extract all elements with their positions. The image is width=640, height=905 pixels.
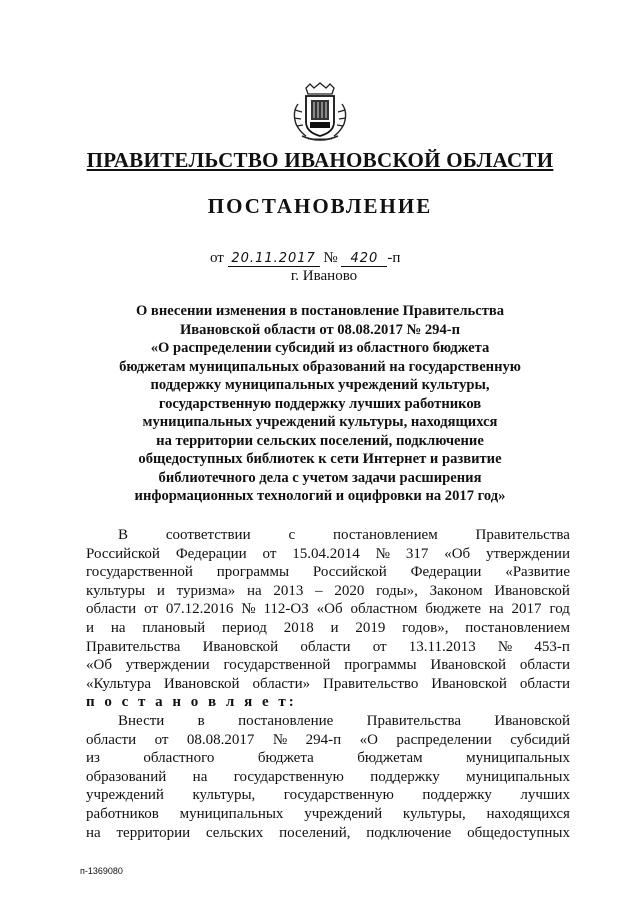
government-title: ПРАВИТЕЛЬСТВО ИВАНОВСКОЙ ОБЛАСТИ: [86, 148, 554, 172]
word: постановлением: [465, 619, 570, 636]
word: постановлением: [332, 527, 438, 543]
word: областном: [350, 601, 418, 618]
word: Ивановской: [494, 712, 570, 729]
document-subject: [100, 302, 540, 506]
body-line: [86, 638, 570, 657]
word: Федерации: [410, 564, 482, 581]
word: в: [197, 712, 205, 729]
word: поддержку: [422, 787, 492, 804]
word: на: [488, 601, 504, 618]
word: области: [300, 638, 351, 655]
word: «Об: [316, 601, 343, 618]
body-line: [86, 805, 570, 824]
word: муниципальных: [466, 750, 570, 767]
document-type-title: ПОСТАНОВЛЕНИЕ: [207, 194, 433, 218]
word: с: [288, 527, 296, 543]
word: Внести: [118, 712, 165, 729]
word: поселений,: [279, 824, 351, 841]
word: 2020: [334, 582, 365, 599]
word: Федерации: [175, 545, 247, 562]
number-suffix: -п: [387, 250, 401, 266]
word: период: [222, 619, 267, 636]
body-line: [86, 712, 570, 731]
word: учреждений: [304, 805, 383, 822]
word: Российской: [86, 545, 160, 562]
word: бюджетам: [357, 750, 423, 767]
word: №: [241, 601, 256, 618]
word: от: [372, 638, 387, 655]
subject-line: Ивановской области от 08.08.2017 № 294-п: [179, 321, 461, 338]
word: «Об: [86, 657, 112, 674]
word: культуры: [86, 582, 146, 599]
word: муниципальных: [179, 805, 284, 822]
date-prefix: от: [210, 250, 224, 266]
subject-line: «О распределении субсидий из областного бюджета: [150, 340, 490, 356]
word: №: [375, 545, 390, 562]
word: Ивановской: [431, 675, 507, 692]
word: территории: [116, 824, 191, 841]
word: плановый: [142, 619, 206, 636]
word: на: [247, 582, 262, 599]
word: областного: [143, 750, 215, 767]
word: государственной: [86, 564, 193, 581]
word: образований: [86, 768, 167, 785]
word: 13.11.2013: [408, 638, 476, 655]
word: 07.12.2016: [165, 601, 234, 618]
word: культуры,: [192, 787, 256, 804]
word: 2017: [511, 601, 542, 618]
word: Правительство: [323, 675, 419, 692]
word: «Развитие: [505, 564, 570, 581]
body-line: [86, 786, 570, 805]
word: области»: [252, 675, 311, 692]
word: находящихся: [486, 805, 570, 822]
word: №: [497, 638, 513, 655]
word: на: [110, 619, 126, 636]
subject-line: библиотечного дела с учетом задачи расширения: [158, 469, 482, 486]
word: утверждении: [125, 657, 210, 674]
word: работников: [86, 805, 159, 822]
body-line: [86, 619, 570, 638]
body-line: [86, 824, 570, 843]
word: Законом: [429, 582, 483, 599]
word: субсидий: [510, 731, 570, 748]
word: программы: [344, 657, 417, 674]
word: и: [330, 619, 339, 636]
word: и: [156, 582, 165, 599]
body-line: [86, 731, 570, 750]
word: туризма»: [176, 582, 236, 599]
word: утверждении: [486, 545, 570, 562]
word: годы»,: [376, 582, 418, 599]
subject-line: бюджетам муниципальных образований на государственную: [119, 358, 521, 375]
word: 2019: [355, 619, 386, 636]
word: области: [519, 675, 570, 692]
word: год: [549, 601, 570, 618]
word: Ивановской: [494, 582, 570, 599]
word: Правительства: [366, 712, 462, 729]
word: бюджета: [257, 750, 314, 767]
word: муниципальных: [466, 768, 570, 785]
word: бюджете: [425, 601, 482, 618]
date-number-line: [210, 250, 450, 267]
subject-line: общедоступных библиотек к сети Интернет и развитие: [138, 451, 502, 467]
word: государственной: [223, 657, 331, 674]
body-line: [86, 563, 570, 582]
word: области: [519, 657, 570, 674]
word: 15.04.2014: [292, 545, 360, 562]
word: государственную: [283, 787, 394, 804]
body-line: [86, 675, 570, 694]
word: сельских: [205, 824, 264, 841]
word: №: [272, 731, 288, 748]
document-number: 420: [341, 251, 387, 267]
subject-line: государственную поддержку лучших работников: [158, 395, 482, 412]
word: и: [86, 619, 95, 636]
word: Ивановской: [163, 675, 240, 692]
word: учреждений: [86, 787, 164, 804]
word: 317: [405, 545, 429, 562]
ivanovo-coat-of-arms-icon: [292, 82, 348, 144]
word: Ивановской: [430, 657, 507, 674]
word: «Культура: [86, 675, 151, 692]
word: от: [154, 731, 169, 748]
word: В: [118, 527, 129, 543]
word: 294-п: [305, 731, 342, 748]
word: лучших: [520, 787, 570, 804]
document-date: 20.11.2017: [228, 251, 320, 267]
number-prefix: №: [323, 250, 338, 266]
word: общедоступных: [467, 824, 570, 841]
word: 2018: [283, 619, 314, 636]
word: 112-ОЗ: [263, 601, 309, 618]
body-line: [86, 526, 570, 545]
word: Российской: [312, 564, 387, 581]
subject-line: О внесении изменения в постановление Правительства: [135, 303, 505, 319]
document-footer-code: п-1369080: [80, 866, 123, 876]
word: подключение: [366, 824, 452, 841]
word: «О: [359, 731, 378, 748]
word: культуры,: [402, 805, 466, 822]
word: 2013: [273, 582, 304, 599]
word: Ивановской: [202, 638, 279, 655]
word: на: [86, 824, 101, 841]
body-line: [86, 656, 570, 675]
word: годов»,: [402, 619, 449, 636]
word: 08.08.2017: [186, 731, 255, 748]
city-name: г. Иваново: [290, 268, 358, 284]
word: от: [262, 545, 277, 562]
word: Правительства: [86, 638, 181, 655]
word: государственную: [233, 768, 344, 785]
word: области: [86, 601, 137, 618]
word: Правительства: [475, 527, 570, 543]
word: программы: [216, 564, 290, 581]
document-body: [86, 526, 570, 842]
word: на: [192, 768, 208, 785]
body-line: [86, 545, 570, 564]
word: постановление: [238, 712, 334, 729]
word: –: [315, 582, 323, 599]
word: области: [86, 731, 137, 748]
body-line: [86, 582, 570, 601]
word: соответствии: [165, 527, 251, 543]
body-line: [86, 749, 570, 768]
word: 453-п: [534, 638, 570, 655]
subject-line: поддержку муниципальных учреждений культуры,: [150, 377, 490, 393]
subject-line: муниципальных учреждений культуры, находящихся: [142, 414, 498, 430]
subject-line: на территории сельских поселений, подключение: [156, 432, 484, 449]
body-line: [86, 768, 570, 787]
word: поддержку: [370, 768, 440, 785]
word: от: [144, 601, 158, 618]
word: «Об: [444, 545, 471, 562]
word: из: [86, 750, 100, 767]
subject-line: информационных технологий и оцифровки на 2017 год»: [134, 488, 506, 504]
body-line: [86, 600, 570, 619]
resolution-verb: п о с т а н о в л я е т:: [86, 694, 297, 711]
word: распределении: [396, 731, 492, 748]
